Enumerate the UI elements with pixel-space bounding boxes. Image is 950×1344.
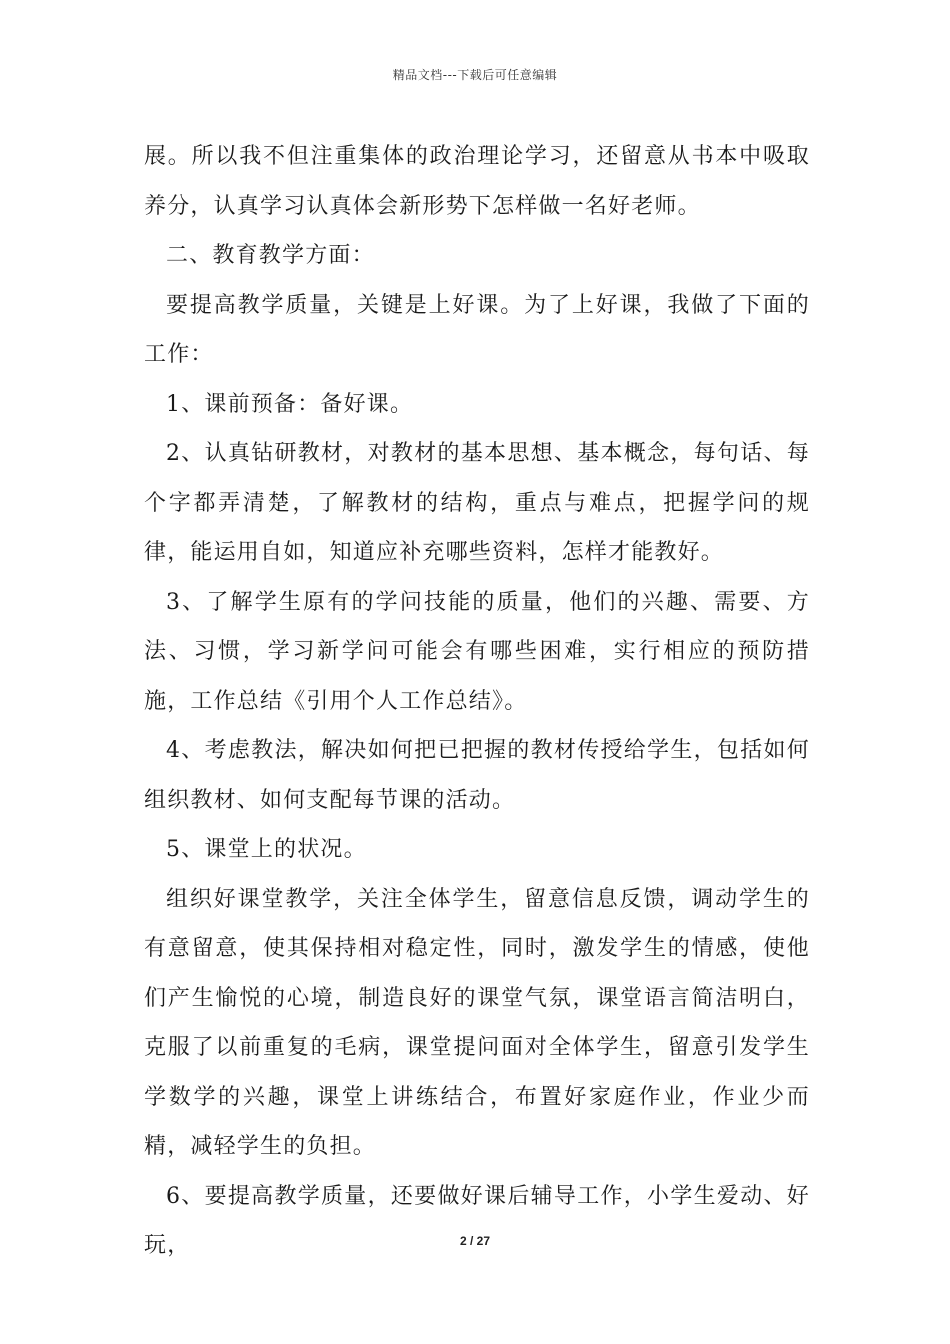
document-body — [144, 132, 810, 1271]
paragraph-continuation: 展。所以我不但注重集体的政治理论学习，还留意从书本中吸取养分，认真学习认真体会新形势下怎样做一名好老师。 — [144, 144, 810, 219]
list-item-1: 1、课前预备：备好课。 — [166, 391, 414, 417]
page-number: 2 / 27 — [459, 1234, 491, 1248]
list-item-2: 2、认真钻研教材，对教材的基本思想、基本概念，每句话、每个字都弄清楚，了解教材的结构，重点与难点，把握学问的规律，能运用自如，知道应补充哪些资料，怎样才能教好。 — [144, 441, 810, 565]
list-item-5: 5、课堂上的状况。 — [166, 837, 367, 862]
list-item-3: 3、了解学生原有的学问技能的质量，他们的兴趣、需要、方法、习惯，学习新学问可能会有哪些困难，实行相应的预防措施，工作总结《引用个人工作总结》。 — [144, 589, 810, 714]
page-header: 精品文档---下载后可任意编辑 — [392, 68, 558, 82]
paragraph-classroom: 组织好课堂教学，关注全体学生，留意信息反馈，调动学生的有意留意，使其保持相对稳定性，同时，激发学生的情感，使他们产生愉悦的心境，制造良好的课堂气氛，课堂语言简洁明白，克服了以前重复的毛病，课堂提问面对全体学生，留意引发学生学数学的兴趣，课堂上讲练结合，布置好家庭作业，作业少而精，减轻学生的负担。 — [144, 886, 810, 1159]
section-heading-teaching: 二、教育教学方面： — [166, 243, 375, 268]
list-item-6: 6、要提高教学质量，还要做好课后辅导工作，小学生爱动、好玩， — [144, 1183, 810, 1258]
paragraph-intro: 要提高教学质量，关键是上好课。为了上好课，我做了下面的工作： — [144, 292, 810, 367]
list-item-4: 4、考虑教法，解决如何把已把握的教材传授给学生，包括如何组织教材、如何支配每节课的活动。 — [144, 738, 810, 813]
